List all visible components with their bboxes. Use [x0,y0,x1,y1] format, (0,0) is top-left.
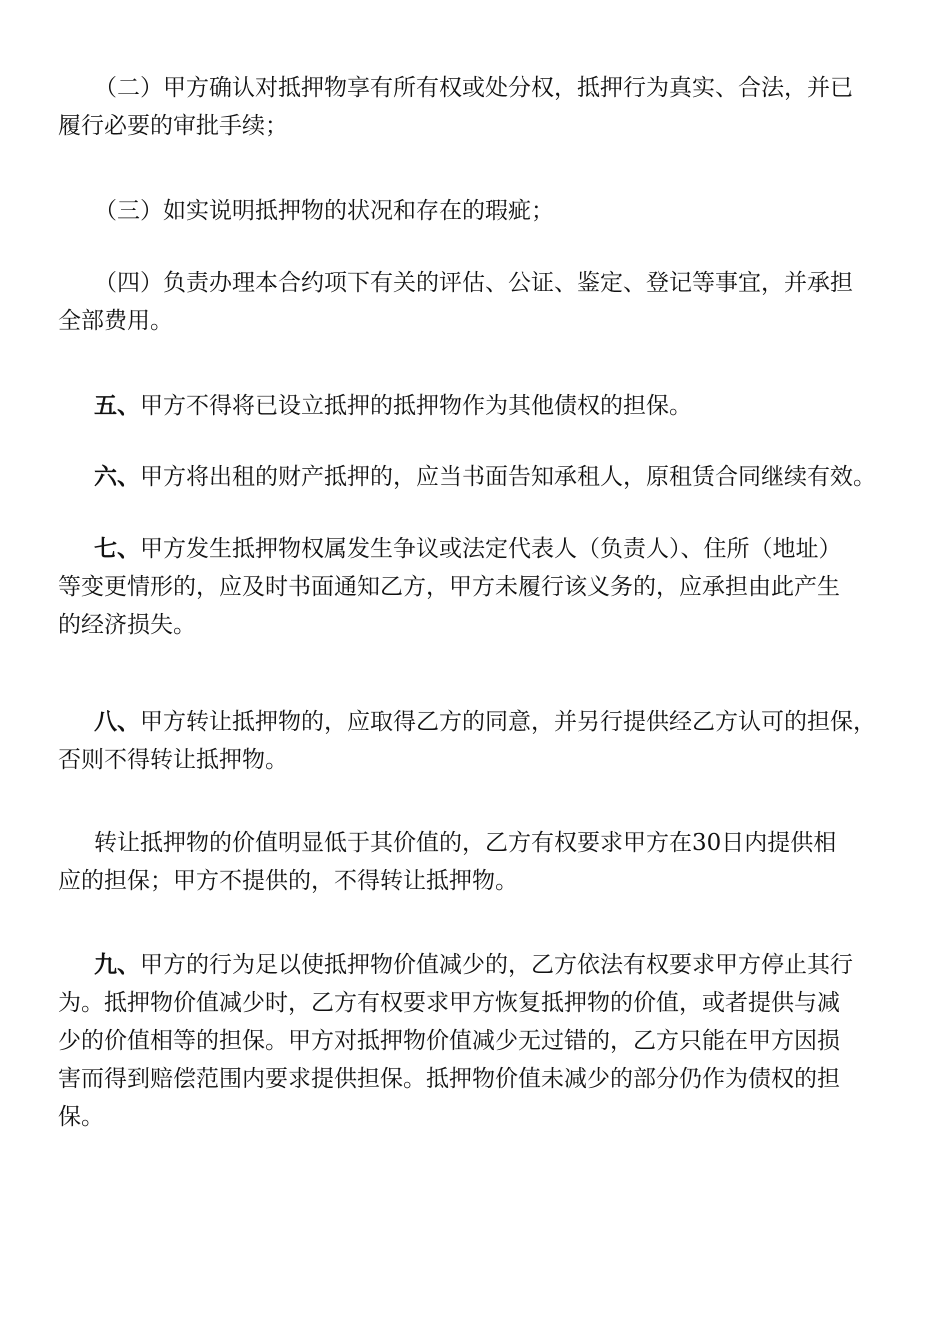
text-line: 履行必要的审批手续； [58,113,288,139]
text-line: 应的担保；甲方不提供的，不得转让抵押物。 [58,868,518,894]
clause-7 [58,530,898,644]
text-line: 甲方转让抵押物的，应取得乙方的同意，并另行提供经乙方认可的担保， [140,709,876,735]
clause-2 [58,69,898,145]
text-line: （二）甲方确认对抵押物享有所有权或处分权，抵押行为真实、合法，并已 [94,75,853,101]
text-line: 保。 [58,1104,104,1130]
text-line: 甲方的行为足以使抵押物价值减少的，乙方依法有权要求甲方停止其行 [140,952,853,978]
clause-8 [58,703,898,779]
clause-3 [58,192,898,230]
text-line: 害而得到赔偿范围内要求提供担保。抵押物价值未减少的部分仍作为债权的担 [58,1066,840,1092]
clause-number: 五、 [94,392,140,419]
clause-6 [58,458,898,496]
text-line: 甲方将出租的财产抵押的，应当书面告知承租人，原租赁合同继续有效。 [140,464,876,490]
text-line: 少的价值相等的担保。甲方对抵押物价值减少无过错的，乙方只能在甲方因损 [58,1028,840,1054]
clause-number: 七、 [94,535,140,562]
clause-number: 九、 [94,951,140,978]
text-line: 等变更情形的，应及时书面通知乙方，甲方未履行该义务的，应承担由此产生 [58,574,840,600]
clause-5 [58,387,898,425]
clause-8-paragraph-2 [58,824,898,900]
text-line: （四）负责办理本合约项下有关的评估、公证、鉴定、登记等事宜，并承担 [94,270,853,296]
text-line: （三）如实说明抵押物的状况和存在的瑕疵； [94,198,554,224]
clause-4 [58,264,898,340]
clause-9 [58,946,898,1136]
clause-number: 六、 [94,463,140,490]
clause-number: 八、 [94,708,140,735]
text-line: 为。抵押物价值减少时，乙方有权要求甲方恢复抵押物的价值，或者提供与减 [58,990,840,1016]
text-line: 转让抵押物的价值明显低于其价值的，乙方有权要求甲方在30日内提供相 [94,830,837,856]
text-line: 全部费用。 [58,308,173,334]
text-line: 甲方不得将已设立抵押的抵押物作为其他债权的担保。 [140,393,692,419]
text-line: 的经济损失。 [58,612,196,638]
text-line: 甲方发生抵押物权属发生争议或法定代表人（负责人）、住所（地址） [140,536,842,562]
text-line: 否则不得转让抵押物。 [58,747,288,773]
